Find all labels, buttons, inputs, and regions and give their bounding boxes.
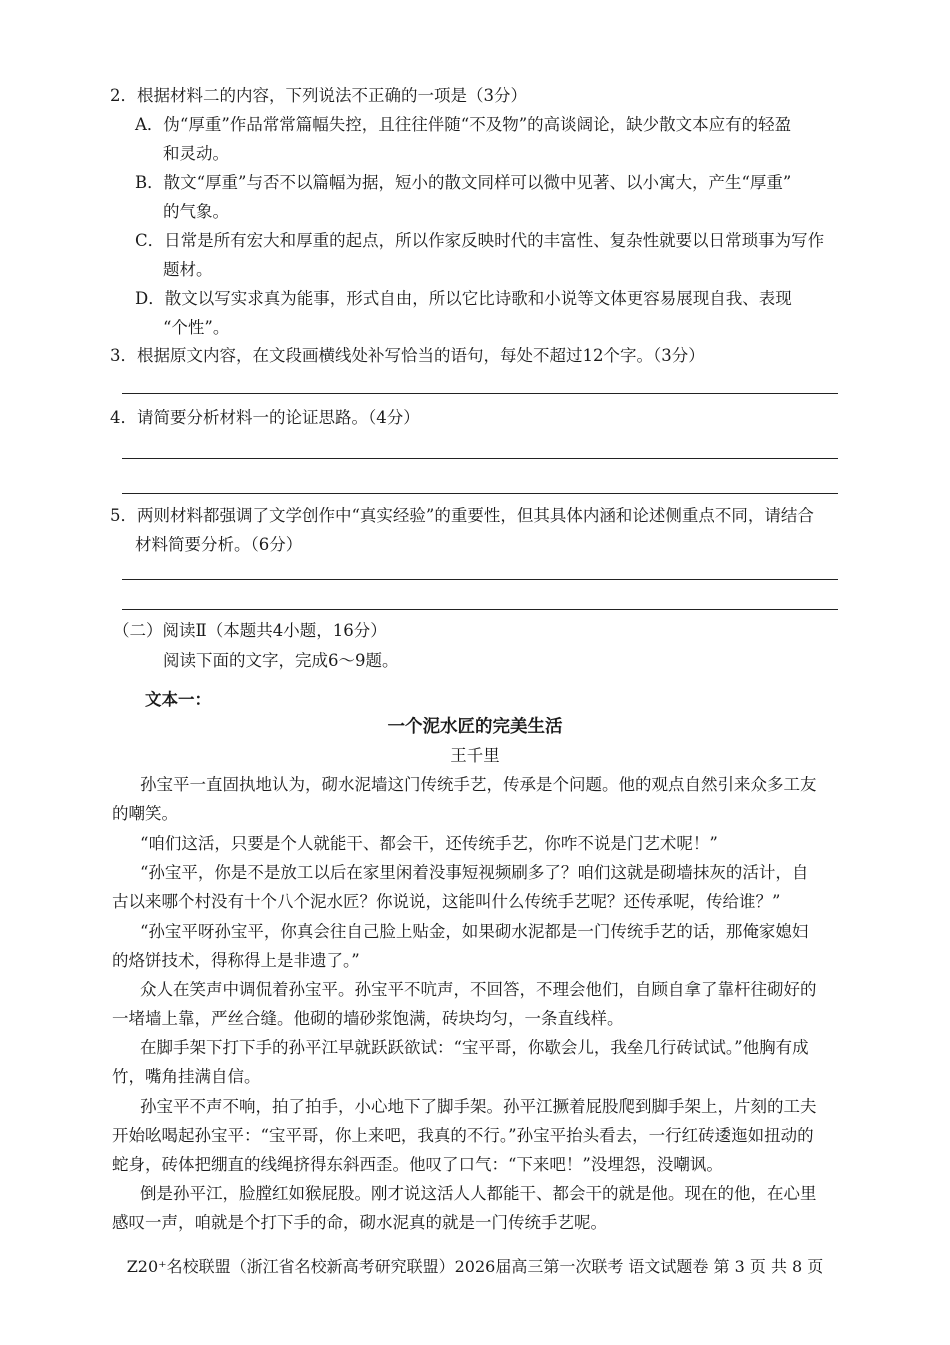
option-a-line1: A．伪“厚重”作品常常篇幅失控，且往往伴随“不及物”的高谈阔论，缺少散文本应有的轻盈	[135, 115, 792, 134]
option-b-line1: B．散文“厚重”与否不以篇幅为据，短小的散文同样可以微中见著、以小寓大，产生“厚重”	[135, 173, 792, 192]
paragraph-7-line2: 开始吆喝起孙宝平：“宝平哥，你上来吧，我真的不行。”孙宝平抬头看去，一行红砖逶迤如扭动的	[112, 1126, 814, 1145]
paragraph-1-line2: 的嘲笑。	[112, 804, 178, 823]
answer-line-q5-2[interactable]	[122, 609, 838, 610]
option-c-line2: 题材。	[163, 260, 213, 279]
option-a-line2: 和灵动。	[163, 144, 229, 163]
option-d-line1: D．散文以写实求真为能事，形式自由，所以它比诗歌和小说等文体更容易展现自我、表现	[135, 289, 792, 308]
answer-line-q3[interactable]	[122, 393, 838, 394]
paragraph-4-line2: 的烙饼技术，得称得上是非遗了。”	[112, 951, 360, 970]
question-5-line1: 5．两则材料都强调了文学创作中“真实经验”的重要性，但其具体内涵和论述侧重点不同，请结合	[110, 506, 814, 525]
paragraph-5-line2: 一堵墙上靠，严丝合缝。他砌的墙砂浆饱满，砖块均匀，一条直线样。	[112, 1009, 624, 1028]
question-2-stem: 2．根据材料二的内容，下列说法不正确的一项是（3分）	[110, 86, 527, 105]
paragraph-7-line1: 孙宝平不声不响，拍了拍手，小心地下了脚手架。孙平江撅着屁股爬到脚手架上，片刻的工夫	[140, 1097, 817, 1116]
paragraph-2-line1: “咱们这活，只要是个人就能干、都会干，还传统手艺，你咋不说是门艺术呢！”	[140, 834, 718, 853]
question-3-stem: 3．根据原文内容，在文段画横线处补写恰当的语句，每处不超过12个字。（3分）	[110, 346, 705, 365]
paragraph-4-line1: “孙宝平呀孙宝平，你真会往自己脸上贴金，如果砌水泥都是一门传统手艺的话，那俺家媳妇	[140, 922, 809, 941]
section-heading: （二）阅读Ⅱ（本题共4小题，16分）	[113, 621, 387, 640]
answer-line-q4-2[interactable]	[122, 493, 838, 494]
section-instruction: 阅读下面的文字，完成6～9题。	[163, 651, 399, 670]
text-label: 文本一：	[145, 690, 211, 709]
answer-line-q5-1[interactable]	[122, 579, 838, 580]
question-4-stem: 4．请简要分析材料一的论证思路。（4分）	[110, 408, 420, 427]
option-b-line2: 的气象。	[163, 202, 229, 221]
paragraph-8-line2: 感叹一声，咱就是个打下手的命，砌水泥真的就是一门传统手艺呢。	[112, 1213, 607, 1232]
page-footer: Z20⁺名校联盟（浙江省名校新高考研究联盟）2026届高三第一次联考 语文试题卷 第 3 页 共 8 页	[126, 1257, 824, 1276]
story-title: 一个泥水匠的完美生活	[387, 717, 563, 737]
story-author: 王千里	[450, 746, 500, 765]
paragraph-5-line1: 众人在笑声中调侃着孙宝平。孙宝平不吭声，不回答，不理会他们，自顾自拿了靠杆往砌好的	[140, 980, 817, 999]
paragraph-7-line3: 蛇身，砖体把绷直的线绳挤得东斜西歪。他叹了口气：“下来吧！”没埋怨，没嘲讽。	[112, 1155, 723, 1174]
question-5-line2: 材料简要分析。（6分）	[135, 535, 303, 554]
paragraph-1-line1: 孙宝平一直固执地认为，砌水泥墙这门传统手艺，传承是个问题。他的观点自然引来众多工友	[140, 775, 817, 794]
paragraph-3-line1: “孙宝平，你是不是放工以后在家里闲着没事短视频刷多了？咱们这就是砌墙抹灰的活计，自	[140, 863, 809, 882]
option-c-line1: C．日常是所有宏大和厚重的起点，所以作家反映时代的丰富性、复杂性就要以日常琐事为写作	[135, 231, 825, 250]
paragraph-6-line2: 竹，嘴角挂满自信。	[112, 1067, 261, 1086]
answer-line-q4-1[interactable]	[122, 458, 838, 459]
option-d-line2: “个性”。	[163, 318, 230, 337]
paragraph-3-line2: 古以来哪个村没有十个八个泥水匠？你说说，这能叫什么传统手艺呢？还传承呢，传给谁？”	[112, 892, 781, 911]
paragraph-8-line1: 倒是孙平江，脸膛红如猴屁股。刚才说这活人人都能干、都会干的就是他。现在的他，在心里	[140, 1184, 817, 1203]
paragraph-6-line1: 在脚手架下打下手的孙平江早就跃跃欲试：“宝平哥，你歇会儿，我垒几行砖试试。”他胸有成	[140, 1038, 809, 1057]
